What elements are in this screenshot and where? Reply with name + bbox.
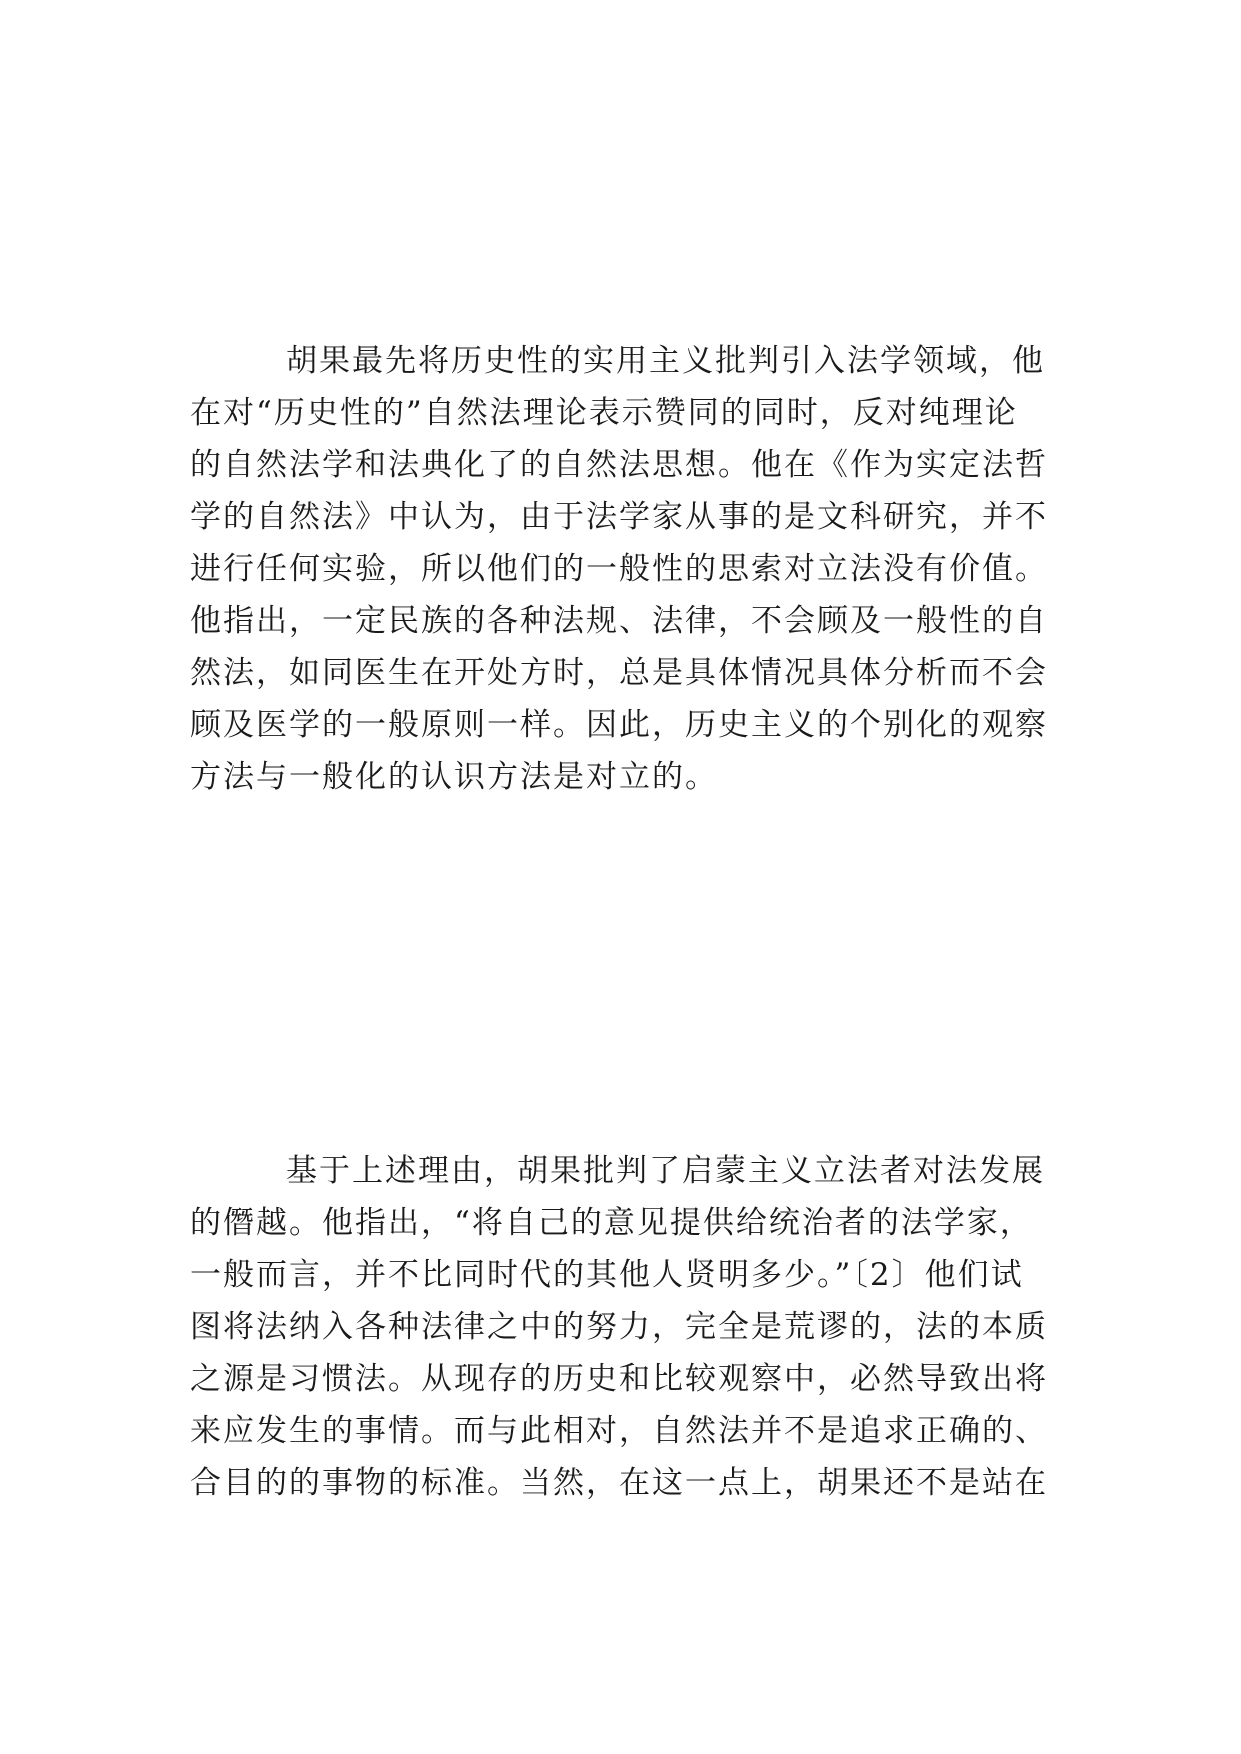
- paragraph-line: 之源是习惯法。从现存的历史和比较观察中，必然导致出将: [190, 1361, 1048, 1397]
- paragraph-line: 方法与一般化的认识方法是对立的。: [190, 759, 718, 795]
- paragraph-line: 胡果最先将历史性的实用主义批判引入法学领域，他: [286, 343, 1045, 379]
- paragraph-line: 的自然法学和法典化了的自然法思想。他在《作为实定法哲: [190, 447, 1048, 483]
- paragraph-line: 他指出，一定民族的各种法规、法律，不会顾及一般性的自: [190, 603, 1048, 639]
- paragraph-line: 一般而言，并不比同时代的其他人贤明多少。”〔2〕他们试: [190, 1257, 1024, 1293]
- paragraph-line: 图将法纳入各种法律之中的努力，完全是荒谬的，法的本质: [190, 1309, 1048, 1345]
- paragraph-line: 进行任何实验，所以他们的一般性的思索对立法没有价值。: [190, 551, 1048, 587]
- paragraph-line: 学的自然法》中认为，由于法学家从事的是文科研究，并不: [190, 499, 1048, 535]
- paragraph-2: [190, 1145, 1070, 1509]
- paragraph-line: 来应发生的事情。而与此相对，自然法并不是追求正确的、: [190, 1413, 1048, 1449]
- paragraph-line: 在对“历史性的”自然法理论表示赞同的同时，反对纯理论: [190, 395, 1018, 431]
- paragraph-line: 合目的的事物的标准。当然，在这一点上，胡果还不是站在: [190, 1465, 1048, 1501]
- paragraph-line: 基于上述理由，胡果批判了启蒙主义立法者对法发展: [286, 1153, 1045, 1189]
- paragraph-line: 顾及医学的一般原则一样。因此，历史主义的个别化的观察: [190, 707, 1048, 743]
- paragraph-line: 的僭越。他指出，“将自己的意见提供给统治者的法学家，: [190, 1205, 1033, 1241]
- paragraph-1: [190, 335, 1070, 803]
- paragraph-line: 然法，如同医生在开处方时，总是具体情况具体分析而不会: [190, 655, 1048, 691]
